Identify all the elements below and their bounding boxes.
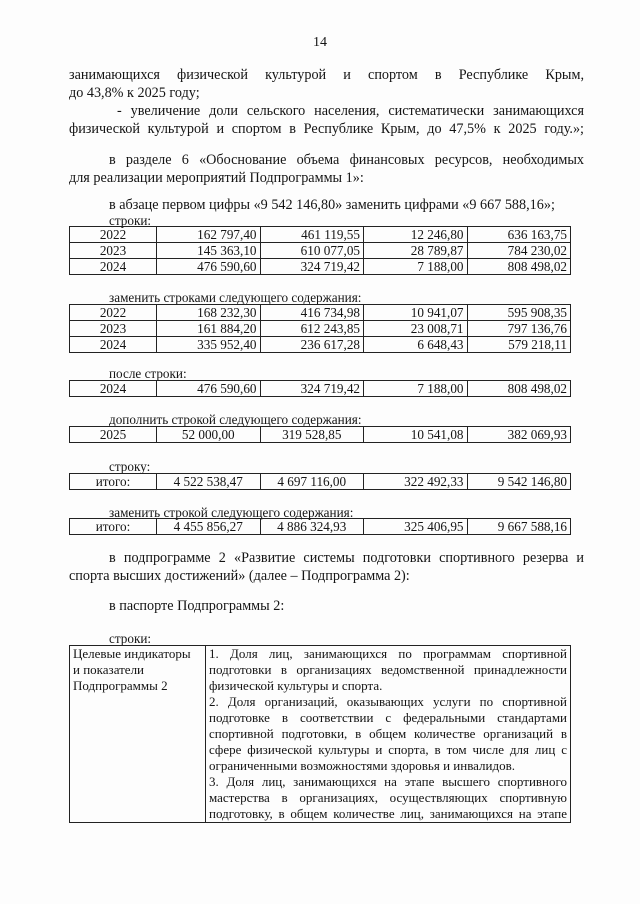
paragraph-line: в паспорте Подпрограммы 2: xyxy=(109,598,285,614)
paragraph-line: для реализации мероприятий Подпрограммы 1»: xyxy=(69,170,364,186)
table-cell: 579 218,11 xyxy=(467,337,571,353)
table-cell: итого: xyxy=(70,519,157,535)
table-row xyxy=(70,321,571,337)
table-cell: 610 077,05 xyxy=(260,243,364,259)
table-cell: 784 230,02 xyxy=(467,243,571,259)
table-cell: 382 069,93 xyxy=(467,427,571,443)
table-cell: 9 667 588,16 xyxy=(467,519,571,535)
table-row xyxy=(70,259,571,275)
table-cell: 10 541,08 xyxy=(364,427,468,443)
paragraph-line: спорта высших достижений» (далее – Подпрограмма 2): xyxy=(69,568,410,584)
targets-table xyxy=(69,645,571,823)
label-after-row: после строки: xyxy=(109,366,187,381)
table-row xyxy=(70,305,571,321)
finance-table-add xyxy=(69,426,571,443)
table-cell: 7 188,00 xyxy=(364,259,468,275)
cell-line: спортивной подготовки, в общем количестве организаций в xyxy=(209,726,567,741)
page-number: 14 xyxy=(313,35,327,50)
table-row xyxy=(70,227,571,243)
table-cell: 322 492,33 xyxy=(364,474,468,490)
table-cell: 335 952,40 xyxy=(157,337,261,353)
table-cell: 2023 xyxy=(70,243,157,259)
table-cell: 9 542 146,80 xyxy=(467,474,571,490)
table-cell: 168 232,30 xyxy=(157,305,261,321)
table-cell: 236 617,28 xyxy=(260,337,364,353)
table-cell: 2025 xyxy=(70,427,157,443)
table-cell: 145 363,10 xyxy=(157,243,261,259)
table-row xyxy=(70,243,571,259)
table-cell: 2024 xyxy=(70,259,157,275)
table-cell: 595 908,35 xyxy=(467,305,571,321)
table-cell: 4 522 538,47 xyxy=(157,474,261,490)
cell-line: подготовку, в общем количестве лиц, занимающихся на этапе xyxy=(209,806,567,821)
table-cell: 28 789,87 xyxy=(364,243,468,259)
paragraph-line: в разделе 6 «Обоснование объема финансовых ресурсов, необходимых xyxy=(109,152,584,168)
table-cell: 324 719,42 xyxy=(260,381,364,397)
cell-line: подготовки в организациях ведомственной принадлежности xyxy=(209,662,567,677)
table-cell: 636 163,75 xyxy=(467,227,571,243)
table-cell: 4 697 116,00 xyxy=(260,474,364,490)
finance-table-original xyxy=(69,226,571,275)
cell-line: ограниченными возможностями здоровья и инвалидов. xyxy=(209,758,515,773)
table-cell: 461 119,55 xyxy=(260,227,364,243)
table-cell: 808 498,02 xyxy=(467,259,571,275)
cell-line: физической культуры и спорта. xyxy=(209,678,383,693)
table-cell: 52 000,00 xyxy=(157,427,261,443)
label-replace-row: заменить строкой следующего содержания: xyxy=(109,505,354,520)
table-cell: 12 246,80 xyxy=(364,227,468,243)
cell-line: 1. Доля лиц, занимающихся по программам спортивной xyxy=(209,646,567,661)
table-cell: 23 008,71 xyxy=(364,321,468,337)
table-cell: 2024 xyxy=(70,337,157,353)
finance-total-original xyxy=(69,473,571,490)
cell-line: 3. Доля лиц, занимающихся на этапе высшего спортивного xyxy=(209,774,567,789)
table-cell: 4 455 856,27 xyxy=(157,519,261,535)
table-cell: 2022 xyxy=(70,305,157,321)
table-cell: 2024 xyxy=(70,381,157,397)
table-cell: 2023 xyxy=(70,321,157,337)
paragraph-line: до 43,8% к 2025 году; xyxy=(69,85,200,101)
table-cell: 6 648,43 xyxy=(364,337,468,353)
label-add-row: дополнить строкой следующего содержания: xyxy=(109,412,362,427)
table-cell: 612 243,85 xyxy=(260,321,364,337)
table-row xyxy=(70,427,571,443)
table-cell: 7 188,00 xyxy=(364,381,468,397)
table-row xyxy=(70,519,571,535)
paragraph-line: в подпрограмме 2 «Развитие системы подготовки спортивного резерва и xyxy=(109,550,584,566)
label-row: строку: xyxy=(109,459,151,474)
label-rows: строки: xyxy=(109,213,152,228)
paragraph-line: - увеличение доли сельского населения, систематически занимающихся xyxy=(117,103,584,119)
finance-total-replacement xyxy=(69,518,571,535)
table-row xyxy=(70,337,571,353)
paragraph-line: в абзаце первом цифры «9 542 146,80» заменить цифрами «9 667 588,16»; xyxy=(109,197,555,213)
cell-line: сфере физической культуры и спорта, в том числе для лиц с xyxy=(209,742,567,757)
cell-line: Целевые индикаторы xyxy=(73,646,191,661)
targets-label-cell xyxy=(70,646,206,823)
table-row xyxy=(70,474,571,490)
cell-line: подготовке в соответствии с федеральными стандартами xyxy=(209,710,567,725)
table-cell: 808 498,02 xyxy=(467,381,571,397)
table-cell: 2022 xyxy=(70,227,157,243)
table-cell: 161 884,20 xyxy=(157,321,261,337)
paragraph-line: занимающихся физической культурой и спортом в Республике Крым, xyxy=(69,67,584,83)
table-row xyxy=(70,381,571,397)
table-cell: итого: xyxy=(70,474,157,490)
cell-line: и показатели xyxy=(73,662,145,677)
table-row xyxy=(70,646,571,823)
table-cell: 476 590,60 xyxy=(157,381,261,397)
label-replace-rows: заменить строками следующего содержания: xyxy=(109,290,362,305)
table-cell: 162 797,40 xyxy=(157,227,261,243)
cell-line: Подпрограммы 2 xyxy=(73,678,168,693)
table-cell: 797 136,76 xyxy=(467,321,571,337)
table-cell: 319 528,85 xyxy=(260,427,364,443)
table-cell: 10 941,07 xyxy=(364,305,468,321)
table-cell: 416 734,98 xyxy=(260,305,364,321)
cell-line: 2. Доля организаций, оказывающих услуги по спортивной xyxy=(209,694,567,709)
table-cell: 324 719,42 xyxy=(260,259,364,275)
finance-table-after xyxy=(69,380,571,397)
table-cell: 476 590,60 xyxy=(157,259,261,275)
table-cell: 325 406,95 xyxy=(364,519,468,535)
label-rows: строки: xyxy=(109,631,152,646)
table-cell: 4 886 324,93 xyxy=(260,519,364,535)
paragraph-line: физической культурой и спортом в Республике Крым, до 47,5% к 2025 году.»; xyxy=(69,121,584,137)
cell-line: мастерства в организациях, осуществляющих спортивную xyxy=(209,790,567,805)
finance-table-replacement xyxy=(69,304,571,353)
targets-content-cell xyxy=(206,646,571,823)
